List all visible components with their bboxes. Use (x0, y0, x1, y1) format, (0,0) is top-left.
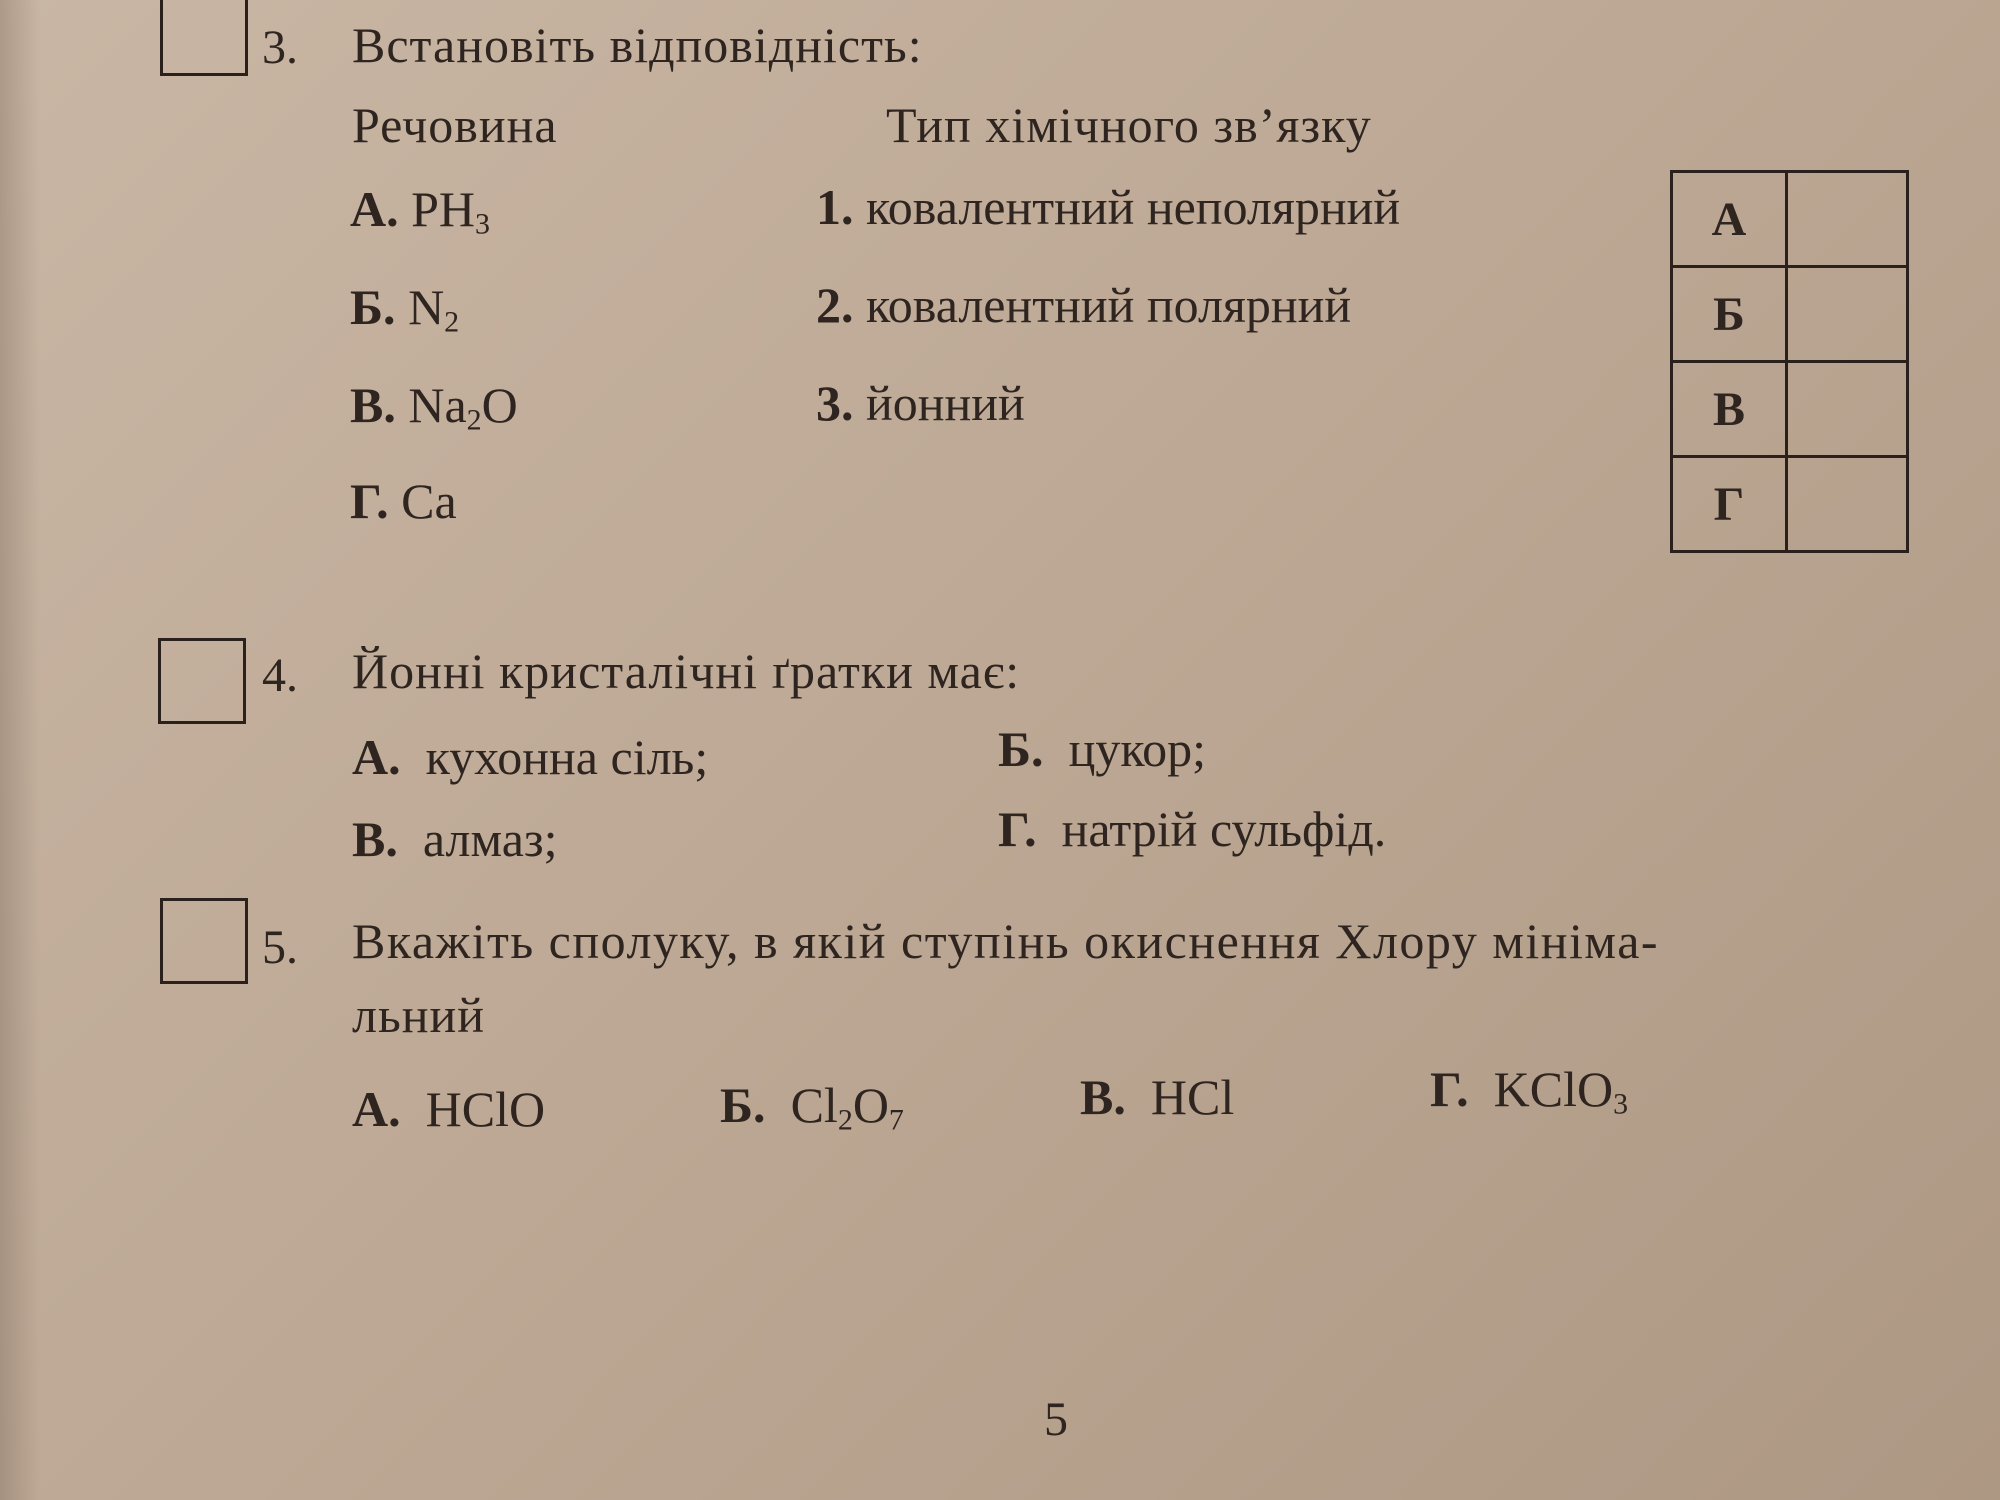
grid-answer-cell-a[interactable] (1787, 172, 1908, 267)
q4-option-g: Г. натрій сульфід. (998, 801, 1387, 857)
q3-bond-3: 3. йонний (816, 375, 1025, 431)
q5-answer-box[interactable] (160, 898, 248, 984)
q4-number: 4. (262, 649, 298, 702)
grid-row-g (1672, 457, 1908, 552)
grid-row-label: В (1672, 362, 1787, 457)
q3-answer-grid (1670, 170, 1909, 553)
q5-option-b: Б. $Cl_2O_7$ (720, 1077, 904, 1137)
q4-option-b: Б. цукор; (998, 721, 1206, 777)
grid-answer-cell-g[interactable] (1787, 457, 1908, 552)
page-number: 5 (1044, 1393, 1068, 1446)
grid-row-label: А (1672, 172, 1787, 267)
q3-bond-1: 1. ковалентний неполярний (816, 179, 1401, 235)
q5-number: 5. (262, 921, 298, 974)
q3-number: 3. (262, 21, 298, 74)
q5-option-v: В. HCl (1080, 1069, 1235, 1125)
q4-prompt: Йонні кристалічні ґратки має: (352, 643, 1021, 699)
grid-row-label: Б (1672, 267, 1787, 362)
grid-row-b (1672, 267, 1908, 362)
q3-substance-b: Б. $N_2$ (350, 279, 460, 339)
q4-option-a: А. кухонна сіль; (352, 729, 709, 785)
q3-substance-g: Г. Ca (350, 473, 457, 529)
grid-answer-cell-b[interactable] (1787, 267, 1908, 362)
q3-answer-box[interactable] (160, 0, 248, 76)
q5-prompt-line2: льний (352, 987, 486, 1043)
grid-row-v (1672, 362, 1908, 457)
q3-bond-2: 2. ковалентний полярний (816, 277, 1352, 333)
grid-row-a (1672, 172, 1908, 267)
q3-bond-header: Тип хімічного зв’язку (886, 97, 1372, 153)
q5-option-a: А. HClO (352, 1081, 546, 1137)
q4-answer-box[interactable] (158, 638, 246, 724)
grid-answer-cell-v[interactable] (1787, 362, 1908, 457)
q3-substance-header: Речовина (352, 97, 558, 153)
grid-row-label: Г (1672, 457, 1787, 552)
q3-prompt: Встановіть відповідність: (352, 17, 923, 73)
q5-option-g: Г. KClO$_3$ (1430, 1061, 1629, 1121)
q3-substance-a: А. $PH_3$ (350, 181, 491, 241)
q5-prompt-line1: Вкажіть сполуку, в якій ступінь окиснення Хлору мініма- (352, 913, 1660, 969)
page-edge-shadow (0, 0, 40, 1500)
q3-substance-v: В. $Na_2O$ (350, 377, 518, 437)
q4-option-v: В. алмаз; (352, 811, 558, 867)
